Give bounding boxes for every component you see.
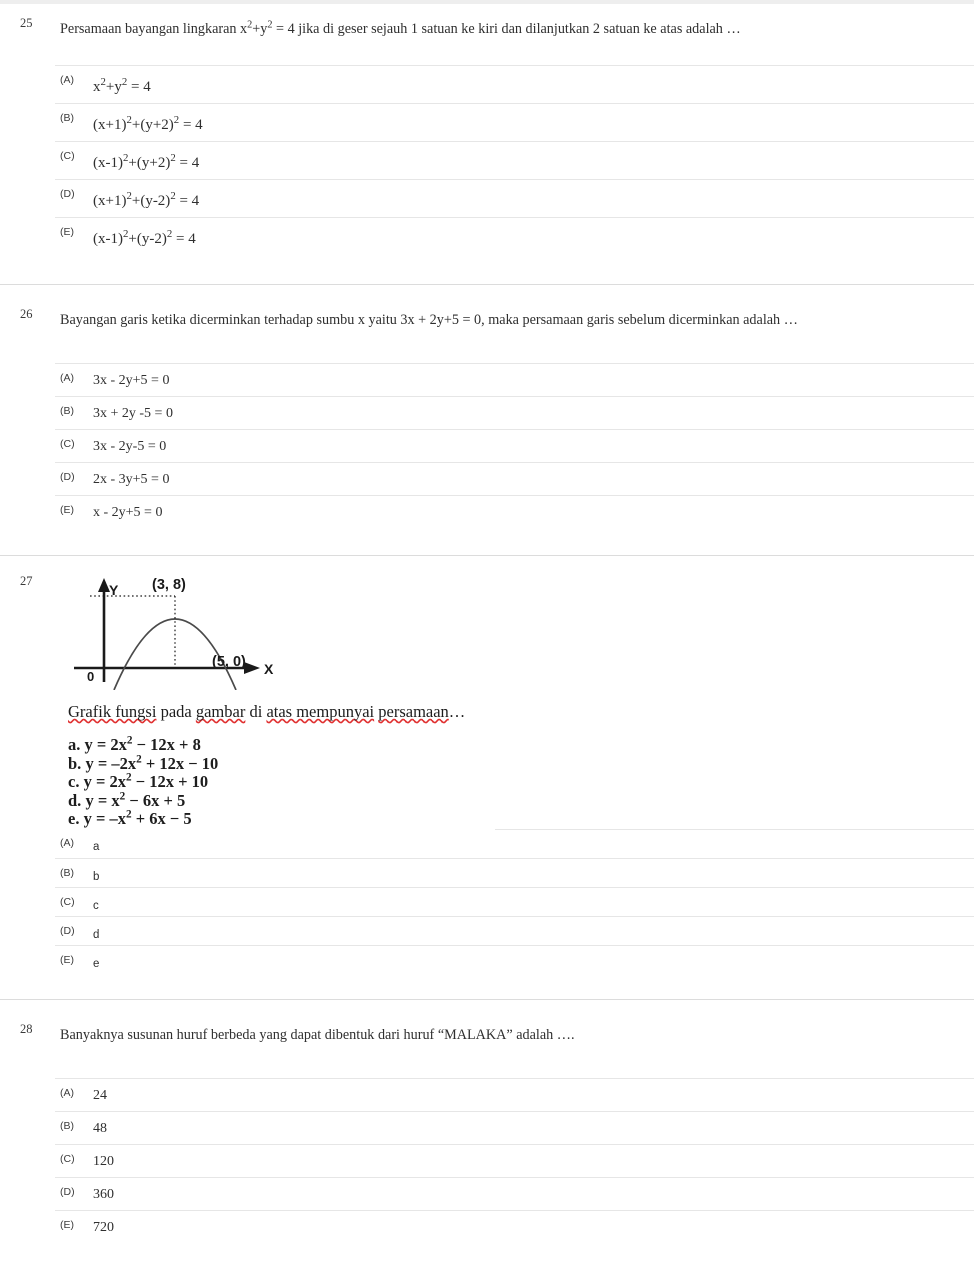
root-annotation: (5, 0) xyxy=(212,654,246,670)
question-27-inline-choices xyxy=(68,736,488,829)
option-label-b: (B) xyxy=(60,405,74,417)
option-value-d: $(x+1)^2+(y-2)^2 = 4$ xyxy=(93,190,200,209)
option-label-c: (C) xyxy=(60,895,75,908)
option-value-d: d xyxy=(93,928,100,941)
option-label-a: (A) xyxy=(60,836,74,849)
option-row-27-a[interactable] xyxy=(55,829,974,858)
question-block-25 xyxy=(0,4,974,255)
option-value-e: e xyxy=(93,957,100,970)
option-value-c: 120 xyxy=(93,1153,114,1169)
options-26 xyxy=(0,363,974,528)
question-block-27 xyxy=(0,556,974,974)
option-label-d: (D) xyxy=(60,924,75,937)
option-label-a: (A) xyxy=(60,372,74,384)
option-row-25-a[interactable] xyxy=(55,65,974,103)
inline-choice-a xyxy=(68,736,488,755)
prompt-word-3: gambar xyxy=(195,702,246,721)
exam-page xyxy=(0,4,974,1243)
axis-label-origin: 0 xyxy=(87,669,95,684)
option-row-28-e[interactable] xyxy=(55,1210,974,1243)
question-25-header xyxy=(0,16,974,44)
option-row-28-b[interactable] xyxy=(55,1111,974,1144)
prompt-ellipsis: … xyxy=(448,702,466,721)
question-number-28: 28 xyxy=(20,1021,33,1036)
option-label-c: (C) xyxy=(60,150,75,162)
question-number-26: 26 xyxy=(20,307,33,321)
question-27-body xyxy=(68,702,488,829)
option-label-b: (B) xyxy=(60,866,74,879)
option-label-e: (E) xyxy=(60,953,74,966)
question-text-28: Banyaknya susunan huruf berbeda yang dapat dibentuk dari huruf “MALAKA” adalah …. xyxy=(60,1026,575,1043)
option-row-27-c[interactable] xyxy=(55,887,974,916)
parabola-svg xyxy=(60,570,290,690)
option-value-b: 3x + 2y -5 = 0 xyxy=(93,406,173,421)
inline-choice-key-d: d. xyxy=(68,790,82,810)
option-row-25-c[interactable] xyxy=(55,141,974,179)
axis-label-x: X xyxy=(264,661,274,677)
options-25 xyxy=(0,65,974,255)
option-label-c: (C) xyxy=(60,1152,75,1165)
option-value-b: 48 xyxy=(93,1120,107,1136)
inline-choice-key-b: b. xyxy=(68,753,82,773)
option-value-a: 24 xyxy=(93,1087,107,1103)
question-27-header xyxy=(0,570,974,829)
prompt-word-1: Grafik fungsi xyxy=(68,702,157,721)
inline-choice-eq-e: $y = -x^2 + 6x - 5$ xyxy=(83,808,192,828)
question-26-header xyxy=(0,307,974,333)
options-28 xyxy=(0,1078,974,1243)
option-value-b: $(x+1)^2+(y+2)^2 = 4$ xyxy=(93,114,203,133)
prompt-word-4: di xyxy=(249,702,263,721)
question-number-27: 27 xyxy=(20,574,33,588)
option-row-26-a[interactable] xyxy=(55,363,974,396)
option-row-27-e[interactable] xyxy=(55,945,974,974)
option-label-a: (A) xyxy=(60,1086,74,1099)
prompt-word-5: atas mempunyai xyxy=(266,702,375,721)
question-number-25: 25 xyxy=(20,16,33,30)
option-row-25-d[interactable] xyxy=(55,179,974,217)
option-value-d: 2x - 3y+5 = 0 xyxy=(93,472,170,487)
option-value-a: $x^2+y^2 = 4$ xyxy=(93,76,151,95)
option-label-a: (A) xyxy=(60,74,74,86)
option-value-c: 3x - 2y-5 = 0 xyxy=(93,439,167,454)
option-label-d: (D) xyxy=(60,1185,75,1198)
option-row-25-e[interactable] xyxy=(55,217,974,255)
inline-choice-b xyxy=(68,755,488,774)
option-label-b: (B) xyxy=(60,1119,74,1132)
option-row-26-c[interactable] xyxy=(55,429,974,462)
option-value-e: 720 xyxy=(93,1219,114,1235)
option-row-25-b[interactable] xyxy=(55,103,974,141)
inline-choice-e xyxy=(68,810,488,829)
option-label-e: (E) xyxy=(60,226,74,238)
option-value-a: 3x - 2y+5 = 0 xyxy=(93,373,170,388)
option-row-27-d[interactable] xyxy=(55,916,974,945)
parabola-figure xyxy=(60,570,290,690)
option-label-d: (D) xyxy=(60,471,75,483)
option-row-28-c[interactable] xyxy=(55,1144,974,1177)
inline-choice-eq-d: $y = x^2 - 6x + 5$ xyxy=(85,790,186,810)
question-block-26 xyxy=(0,285,974,528)
option-label-c: (C) xyxy=(60,438,75,450)
option-row-28-d[interactable] xyxy=(55,1177,974,1210)
inline-choice-eq-b: $y = -2x^2 + 12x - 10$ xyxy=(85,753,219,773)
inline-choice-d xyxy=(68,792,488,811)
vertex-annotation: (3, 8) xyxy=(152,577,186,593)
question-text-26: Bayangan garis ketika dicerminkan terhadap sumbu x yaitu 3x + 2y+5 = 0, maka persamaan garis sebelum dicerminkan adalah … xyxy=(60,312,798,328)
option-row-26-d[interactable] xyxy=(55,462,974,495)
option-label-e: (E) xyxy=(60,1218,74,1231)
option-row-26-e[interactable] xyxy=(55,495,974,528)
option-row-28-a[interactable] xyxy=(55,1078,974,1111)
option-label-b: (B) xyxy=(60,112,74,124)
option-value-c: $(x-1)^2+(y+2)^2 = 4$ xyxy=(93,152,200,171)
option-row-27-b[interactable] xyxy=(55,858,974,887)
question-text-25: Persamaan bayangan lingkaran $x^2+y^2 = 4$ jika di geser sejauh 1 satuan ke kiri dan dilanjutkan 2 satuan ke atas adalah … xyxy=(60,19,741,37)
question-text-27 xyxy=(68,702,488,722)
option-value-b: b xyxy=(93,870,100,883)
prompt-word-6: persamaan xyxy=(378,702,449,721)
option-value-a: a xyxy=(93,840,100,853)
inline-choice-key-a: a. xyxy=(68,735,81,754)
axis-label-y: Y xyxy=(109,582,119,598)
option-value-e: x - 2y+5 = 0 xyxy=(93,505,163,520)
option-value-e: $(x-1)^2+(y-2)^2 = 4$ xyxy=(93,228,196,247)
inline-choice-key-e: e. xyxy=(68,809,80,828)
options-27 xyxy=(0,829,974,974)
inline-choice-key-c: c. xyxy=(68,772,80,791)
inline-choice-c xyxy=(68,773,488,792)
question-28-header xyxy=(0,1022,974,1048)
option-value-d: 360 xyxy=(93,1186,114,1202)
option-label-e: (E) xyxy=(60,504,74,516)
inline-choice-eq-c: $y = 2x^2 - 12x + 10$ xyxy=(83,771,209,791)
option-value-c: c xyxy=(93,899,99,912)
prompt-word-2: pada xyxy=(160,702,192,721)
option-label-d: (D) xyxy=(60,188,75,200)
question-block-28 xyxy=(0,1000,974,1243)
inline-choice-eq-a: $y = 2x^2 - 12x + 8$ xyxy=(84,734,201,754)
option-row-26-b[interactable] xyxy=(55,396,974,429)
